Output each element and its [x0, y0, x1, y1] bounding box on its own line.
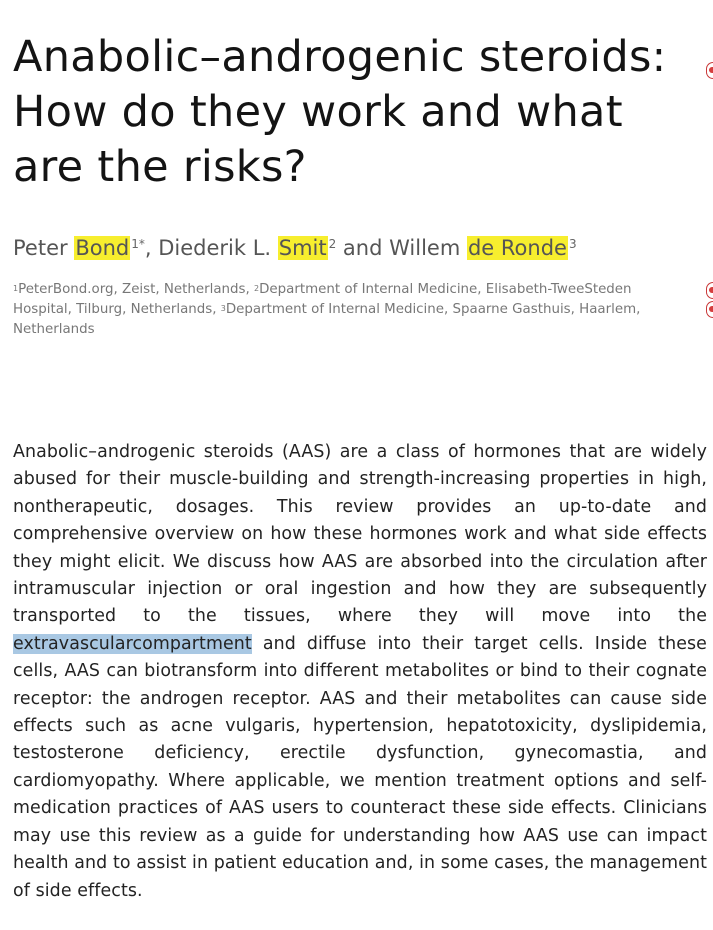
affiliation-list: [13, 280, 673, 340]
author-last-name-highlight[interactable]: Bond: [75, 236, 130, 260]
annotation-markers: [705, 0, 713, 930]
abstract-paragraph[interactable]: [13, 439, 707, 905]
author-first-name: Peter: [13, 236, 75, 260]
affiliation-text: Department of Internal Medicine, Spaarne Gasthuis, Haarlem, Netherlands: [13, 302, 641, 337]
affiliation-text: PeterBond.org, Zeist, Netherlands,: [18, 282, 255, 297]
author-first-name: Diederik L.: [158, 236, 278, 260]
abstract-text[interactable]: Anabolic–androgenic steroids (AAS) are a class of hormones that are widely abused for their muscle-building and strength-increasing properties in high, nontherapeutic, dosages. This review provides an up-to-date and comprehensive overview on how these hormones work and what side effects they might elicit. We discuss how AAS are absorbed into the circulation after intramuscular injection or oral ingestion and how they are subsequently transported to the tissues, where they will move into the: [13, 442, 707, 627]
affiliation-marker: 2: [254, 284, 260, 293]
author-first-name: Willem: [389, 236, 467, 260]
affiliation-text: Department of Internal Medicine, Elisabeth-TweeSteden Hospital, Tilburg, Netherlands,: [13, 282, 632, 317]
author-list: [13, 233, 707, 263]
author-affiliation-marker: 3: [568, 237, 577, 251]
selected-text[interactable]: extravascularcompartment: [13, 633, 252, 654]
author-last-name-highlight[interactable]: Smit: [278, 236, 327, 260]
affiliation-marker: 3: [220, 304, 226, 313]
author-separator: ,: [144, 236, 159, 260]
author-affiliation-marker: 1*: [131, 237, 145, 251]
affiliation-marker: 1: [13, 284, 19, 293]
abstract-text[interactable]: and diffuse into their target cells. Inside these cells, AAS can biotransform into different metabolites or bind to their cognate receptor: the androgen receptor. AAS and their metabolites can cause side effects such as acne vulgaris, hypertension, hepatotoxicity, dyslipidemia, testosterone deficiency, erectile dysfunction, gynecomastia, and cardiomyopathy. Where applicable, we mention treatment options and self-medication practices of AAS users to counteract these side effects. Clinicians may use this review as a guide for understanding how AAS use can impact health and to assist in patient education and, in some cases, the management of side effects.: [13, 633, 707, 901]
author-affiliation-marker: 2: [328, 237, 337, 251]
paper-title: Anabolic–androgenic steroids: How do they work and what are the risks?: [13, 32, 667, 192]
annotation-marker-icon[interactable]: [706, 282, 713, 299]
author-last-name-highlight[interactable]: de Ronde: [467, 236, 567, 260]
annotation-marker-icon[interactable]: [706, 62, 713, 79]
annotation-marker-icon[interactable]: [706, 301, 713, 318]
author-separator: and: [336, 236, 390, 260]
paper-header: [13, 30, 707, 340]
